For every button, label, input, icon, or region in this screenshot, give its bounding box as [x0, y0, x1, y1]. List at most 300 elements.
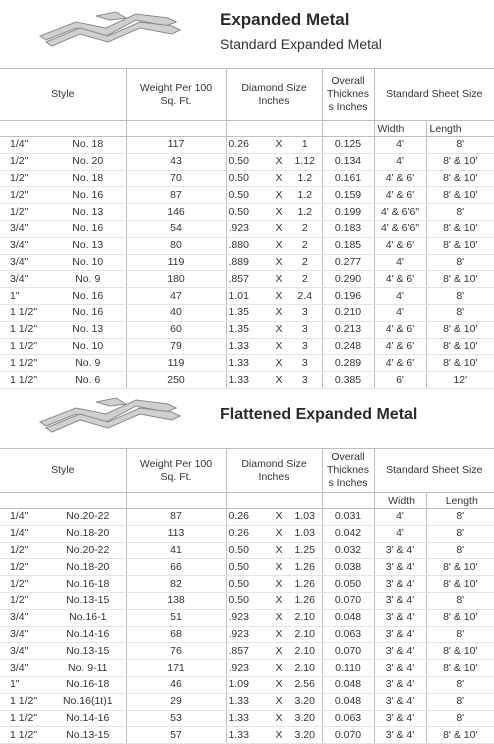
cell-no: No. 16: [50, 220, 126, 237]
cell-w: 4' & 6': [374, 321, 426, 338]
cell-l: 8' & 10': [426, 338, 494, 355]
cell-d1: .923: [226, 660, 270, 677]
cell-d1: 0.26: [226, 509, 270, 526]
cell-d2: 1: [288, 137, 322, 154]
cell-w: 4' & 6': [374, 338, 426, 355]
cell-d1: 1.35: [226, 304, 270, 321]
cell-wt: 113: [126, 525, 226, 542]
col-diamond-text: Diamond Size Inches: [241, 81, 307, 107]
cell-thk: 0.134: [322, 153, 374, 170]
cell-wt: 46: [126, 676, 226, 693]
cell-x: X: [270, 288, 288, 305]
cell-d2: 2.56: [288, 676, 322, 693]
f-col-weight: [126, 449, 226, 493]
cell-d2: 2.10: [288, 609, 322, 626]
cell-l: 8' & 10': [426, 576, 494, 593]
table-row: [0, 542, 494, 559]
cell-x: X: [270, 693, 288, 710]
cell-l: 8' & 10': [426, 170, 494, 187]
cell-frac: 1/2": [0, 592, 50, 609]
cell-frac: 1/4": [0, 525, 50, 542]
cell-thk: 0.125: [322, 137, 374, 154]
cell-x: X: [270, 576, 288, 593]
cell-wt: 57: [126, 727, 226, 744]
cell-d1: 1.33: [226, 355, 270, 372]
cell-l: 8' & 10': [426, 559, 494, 576]
cell-x: X: [270, 338, 288, 355]
cell-frac: 1/2": [0, 153, 50, 170]
cell-x: X: [270, 187, 288, 204]
cell-w: 4' & 6': [374, 237, 426, 254]
f-sub-empty-3: [226, 493, 322, 509]
cell-d2: 2.10: [288, 626, 322, 643]
table-row: [0, 660, 494, 677]
cell-x: X: [270, 710, 288, 727]
cell-d2: 1.03: [288, 509, 322, 526]
cell-no: No.20-22: [50, 542, 126, 559]
cell-w: 3' & 4': [374, 576, 426, 593]
cell-d1: 0.50: [226, 204, 270, 221]
cell-w: 6': [374, 372, 426, 389]
table-row: [0, 321, 494, 338]
cell-x: X: [270, 509, 288, 526]
cell-d2: 3.20: [288, 710, 322, 727]
expanded-metal-icon: [36, 6, 186, 50]
cell-wt: 41: [126, 542, 226, 559]
col-weight: [126, 69, 226, 121]
cell-thk: 0.183: [322, 220, 374, 237]
cell-d1: 0.50: [226, 187, 270, 204]
cell-x: X: [270, 542, 288, 559]
cell-wt: 87: [126, 509, 226, 526]
flattened-header: [0, 388, 494, 448]
cell-no: No.18-20: [50, 559, 126, 576]
cell-x: X: [270, 321, 288, 338]
cell-w: 4': [374, 137, 426, 154]
cell-w: 3' & 4': [374, 660, 426, 677]
cell-d1: .857: [226, 643, 270, 660]
cell-l: 8': [426, 525, 494, 542]
flattened-metal-icon: [36, 392, 186, 436]
table-row: [0, 609, 494, 626]
cell-x: X: [270, 220, 288, 237]
f-col-weight-text: Weight Per 100 Sq. Ft.: [139, 457, 213, 483]
cell-d1: 1.35: [226, 321, 270, 338]
table-row: [0, 355, 494, 372]
cell-no: No. 6: [50, 372, 126, 389]
cell-d2: 2.10: [288, 643, 322, 660]
cell-l: 8' & 10': [426, 321, 494, 338]
cell-wt: 47: [126, 288, 226, 305]
cell-no: No. 13: [50, 204, 126, 221]
cell-thk: 0.070: [322, 592, 374, 609]
cell-thk: 0.185: [322, 237, 374, 254]
cell-no: No.16-1: [50, 609, 126, 626]
cell-d2: 1.26: [288, 576, 322, 593]
sub-empty-2: [126, 121, 226, 137]
page-title: Expanded Metal: [220, 10, 350, 29]
cell-l: 8': [426, 626, 494, 643]
page-subtitle: Standard Expanded Metal: [220, 36, 382, 52]
cell-no: No.16-18: [50, 576, 126, 593]
expanded-header: [0, 0, 494, 68]
table-row: [0, 509, 494, 526]
cell-thk: 0.248: [322, 338, 374, 355]
col-sheet: Standard Sheet Size: [374, 69, 494, 121]
cell-no: No.14-16: [50, 626, 126, 643]
cell-x: X: [270, 372, 288, 389]
cell-thk: 0.038: [322, 559, 374, 576]
cell-l: 8': [426, 542, 494, 559]
cell-frac: 3/4": [0, 254, 50, 271]
cell-l: 8' & 10': [426, 643, 494, 660]
cell-wt: 79: [126, 338, 226, 355]
cell-thk: 0.210: [322, 304, 374, 321]
cell-d1: .923: [226, 220, 270, 237]
cell-d2: 3: [288, 321, 322, 338]
cell-x: X: [270, 727, 288, 744]
cell-no: No.13-15: [50, 727, 126, 744]
cell-wt: 80: [126, 237, 226, 254]
sub-empty-1: [0, 121, 126, 137]
cell-frac: 3/4": [0, 643, 50, 660]
cell-frac: 3/4": [0, 271, 50, 288]
cell-d2: 2: [288, 271, 322, 288]
cell-no: No. 16: [50, 304, 126, 321]
cell-d2: 2.4: [288, 288, 322, 305]
cell-l: 8' & 10': [426, 727, 494, 744]
cell-d1: 1.33: [226, 710, 270, 727]
cell-l: 8' & 10': [426, 355, 494, 372]
cell-frac: 1 1/2": [0, 693, 50, 710]
cell-d2: 2: [288, 237, 322, 254]
cell-no: No. 16: [50, 288, 126, 305]
cell-no: No.14-16: [50, 710, 126, 727]
cell-frac: 3/4": [0, 609, 50, 626]
cell-d2: 1.03: [288, 525, 322, 542]
cell-wt: 40: [126, 304, 226, 321]
cell-thk: 0.070: [322, 643, 374, 660]
cell-l: 8' & 10': [426, 237, 494, 254]
sub-empty-4: [322, 121, 374, 137]
cell-thk: 0.213: [322, 321, 374, 338]
table-row: [0, 187, 494, 204]
cell-frac: 1/2": [0, 542, 50, 559]
cell-w: 4': [374, 288, 426, 305]
cell-frac: 1 1/2": [0, 304, 50, 321]
cell-x: X: [270, 237, 288, 254]
table-row: [0, 693, 494, 710]
cell-wt: 76: [126, 643, 226, 660]
cell-d1: 1.33: [226, 372, 270, 389]
table-row: [0, 271, 494, 288]
table-row: [0, 153, 494, 170]
cell-l: 8': [426, 304, 494, 321]
cell-x: X: [270, 643, 288, 660]
cell-x: X: [270, 355, 288, 372]
cell-d1: 0.50: [226, 576, 270, 593]
f-col-thickness: [322, 449, 374, 493]
cell-thk: 0.048: [322, 693, 374, 710]
flattened-metal-section: [0, 388, 494, 744]
cell-frac: 1/2": [0, 170, 50, 187]
cell-d1: 0.26: [226, 525, 270, 542]
cell-no: No. 9: [50, 355, 126, 372]
cell-d2: 1.26: [288, 559, 322, 576]
cell-w: 4': [374, 153, 426, 170]
cell-d1: .923: [226, 609, 270, 626]
cell-d2: 3: [288, 355, 322, 372]
cell-wt: 146: [126, 204, 226, 221]
cell-frac: 1": [0, 676, 50, 693]
cell-frac: 1/4": [0, 137, 50, 154]
cell-l: 8': [426, 288, 494, 305]
cell-d2: 3: [288, 304, 322, 321]
cell-wt: 70: [126, 170, 226, 187]
cell-d2: 3: [288, 372, 322, 389]
table-row: [0, 254, 494, 271]
cell-d1: 0.50: [226, 542, 270, 559]
cell-w: 4': [374, 254, 426, 271]
cell-w: 3' & 4': [374, 626, 426, 643]
cell-no: No. 13: [50, 321, 126, 338]
cell-frac: 3/4": [0, 220, 50, 237]
cell-d1: .923: [226, 626, 270, 643]
cell-w: 3' & 4': [374, 643, 426, 660]
cell-d1: 1.01: [226, 288, 270, 305]
cell-d1: .857: [226, 271, 270, 288]
cell-d2: 1.26: [288, 592, 322, 609]
cell-x: X: [270, 525, 288, 542]
col-length: Length: [426, 121, 494, 137]
cell-thk: 0.290: [322, 271, 374, 288]
cell-x: X: [270, 170, 288, 187]
cell-l: 12': [426, 372, 494, 389]
cell-l: 8': [426, 710, 494, 727]
cell-d1: 0.50: [226, 170, 270, 187]
cell-no: No. 9-11: [50, 660, 126, 677]
cell-no: No.20-22: [50, 509, 126, 526]
cell-d1: 1.33: [226, 338, 270, 355]
cell-thk: 0.289: [322, 355, 374, 372]
cell-w: 4': [374, 509, 426, 526]
cell-wt: 138: [126, 592, 226, 609]
cell-d2: 2: [288, 254, 322, 271]
cell-thk: 0.161: [322, 170, 374, 187]
cell-x: X: [270, 609, 288, 626]
col-thickness: [322, 69, 374, 121]
cell-thk: 0.196: [322, 288, 374, 305]
cell-d1: 1.09: [226, 676, 270, 693]
cell-d2: 3.20: [288, 693, 322, 710]
cell-frac: 3/4": [0, 237, 50, 254]
table-row: [0, 304, 494, 321]
cell-no: No.16(1t)1: [50, 693, 126, 710]
cell-d2: 3: [288, 338, 322, 355]
cell-wt: 60: [126, 321, 226, 338]
cell-no: No.18-20: [50, 525, 126, 542]
cell-frac: 1/2": [0, 559, 50, 576]
col-width: Width: [374, 121, 426, 137]
cell-l: 8' & 10': [426, 271, 494, 288]
cell-d2: 1.25: [288, 542, 322, 559]
cell-thk: 0.277: [322, 254, 374, 271]
cell-l: 8': [426, 693, 494, 710]
cell-frac: 1": [0, 288, 50, 305]
cell-thk: 0.070: [322, 727, 374, 744]
cell-l: 8' & 10': [426, 609, 494, 626]
cell-w: 3' & 4': [374, 609, 426, 626]
cell-d1: 1.33: [226, 727, 270, 744]
table-row: [0, 592, 494, 609]
cell-wt: 51: [126, 609, 226, 626]
cell-wt: 66: [126, 559, 226, 576]
f-sub-empty-1: [0, 493, 126, 509]
cell-thk: 0.031: [322, 509, 374, 526]
cell-thk: 0.199: [322, 204, 374, 221]
cell-l: 8' & 10': [426, 153, 494, 170]
cell-frac: 1 1/2": [0, 710, 50, 727]
table-row: [0, 288, 494, 305]
cell-l: 8': [426, 676, 494, 693]
table-row: [0, 170, 494, 187]
f-col-diamond-text: Diamond Size Inches: [241, 457, 307, 483]
cell-l: 8': [426, 137, 494, 154]
cell-w: 3' & 4': [374, 542, 426, 559]
cell-d1: 1.33: [226, 693, 270, 710]
cell-wt: 54: [126, 220, 226, 237]
table-row: [0, 525, 494, 542]
cell-w: 4' & 6'6": [374, 204, 426, 221]
cell-l: 8': [426, 204, 494, 221]
cell-w: 4': [374, 525, 426, 542]
f-sub-empty-2: [126, 493, 226, 509]
cell-no: No.13-15: [50, 592, 126, 609]
cell-no: No.13-15: [50, 643, 126, 660]
table-row: [0, 727, 494, 744]
f-sub-empty-4: [322, 493, 374, 509]
cell-w: 4': [374, 304, 426, 321]
cell-frac: 1/2": [0, 204, 50, 221]
cell-x: X: [270, 559, 288, 576]
cell-d1: 0.50: [226, 153, 270, 170]
cell-thk: 0.110: [322, 660, 374, 677]
table-row: [0, 372, 494, 389]
cell-x: X: [270, 592, 288, 609]
f-col-diamond: [226, 449, 322, 493]
cell-no: No. 10: [50, 254, 126, 271]
table-row: [0, 559, 494, 576]
table-row: [0, 137, 494, 154]
sub-empty-3: [226, 121, 322, 137]
cell-frac: 3/4": [0, 626, 50, 643]
cell-d1: 0.50: [226, 559, 270, 576]
cell-d2: 3.20: [288, 727, 322, 744]
cell-w: 3' & 4': [374, 676, 426, 693]
cell-wt: 171: [126, 660, 226, 677]
cell-w: 3' & 4': [374, 727, 426, 744]
cell-frac: 1 1/2": [0, 355, 50, 372]
cell-wt: 180: [126, 271, 226, 288]
cell-frac: 1/2": [0, 187, 50, 204]
cell-d1: .880: [226, 237, 270, 254]
cell-frac: 3/4": [0, 660, 50, 677]
expanded-table-body: [0, 137, 494, 389]
expanded-metal-table: [0, 68, 494, 389]
flattened-title: Flattened Expanded Metal: [220, 406, 418, 423]
table-row: [0, 576, 494, 593]
table-row: [0, 710, 494, 727]
cell-l: 8' & 10': [426, 187, 494, 204]
cell-x: X: [270, 153, 288, 170]
table-row: [0, 237, 494, 254]
cell-frac: 1 1/2": [0, 321, 50, 338]
cell-wt: 250: [126, 372, 226, 389]
cell-frac: 1/4": [0, 509, 50, 526]
table-row: [0, 643, 494, 660]
cell-no: No. 13: [50, 237, 126, 254]
table-row: [0, 338, 494, 355]
cell-frac: 1 1/2": [0, 727, 50, 744]
cell-x: X: [270, 204, 288, 221]
col-style: Style: [0, 69, 126, 121]
col-thickness-text: Overall Thicknes s Inches: [327, 75, 370, 113]
cell-thk: 0.042: [322, 525, 374, 542]
cell-w: 4' & 6': [374, 170, 426, 187]
cell-no: No. 16: [50, 187, 126, 204]
cell-wt: 87: [126, 187, 226, 204]
cell-l: 8': [426, 509, 494, 526]
f-col-length: Length: [426, 493, 494, 509]
cell-w: 4' & 6': [374, 271, 426, 288]
cell-frac: 1 1/2": [0, 338, 50, 355]
flattened-table-body: [0, 509, 494, 744]
cell-d2: 1.2: [288, 170, 322, 187]
cell-thk: 0.159: [322, 187, 374, 204]
cell-thk: 0.048: [322, 676, 374, 693]
f-col-thickness-text: Overall Thicknes s Inches: [327, 451, 370, 489]
cell-d2: 2.10: [288, 660, 322, 677]
cell-wt: 119: [126, 355, 226, 372]
cell-d1: 0.50: [226, 592, 270, 609]
cell-w: 3' & 4': [374, 710, 426, 727]
cell-x: X: [270, 304, 288, 321]
cell-x: X: [270, 676, 288, 693]
cell-d1: 0.26: [226, 137, 270, 154]
cell-thk: 0.063: [322, 710, 374, 727]
cell-w: 4' & 6'6": [374, 220, 426, 237]
cell-thk: 0.050: [322, 576, 374, 593]
cell-x: X: [270, 626, 288, 643]
cell-thk: 0.385: [322, 372, 374, 389]
cell-l: 8': [426, 592, 494, 609]
cell-x: X: [270, 254, 288, 271]
cell-d2: 1.2: [288, 204, 322, 221]
cell-w: 3' & 4': [374, 559, 426, 576]
table-row: [0, 626, 494, 643]
table-row: [0, 220, 494, 237]
cell-w: 3' & 4': [374, 693, 426, 710]
cell-l: 8' & 10': [426, 660, 494, 677]
cell-thk: 0.032: [322, 542, 374, 559]
table-row: [0, 676, 494, 693]
cell-d2: 2: [288, 220, 322, 237]
cell-no: No. 9: [50, 271, 126, 288]
cell-d2: 1.12: [288, 153, 322, 170]
table-row: [0, 204, 494, 221]
col-diamond: [226, 69, 322, 121]
cell-x: X: [270, 660, 288, 677]
